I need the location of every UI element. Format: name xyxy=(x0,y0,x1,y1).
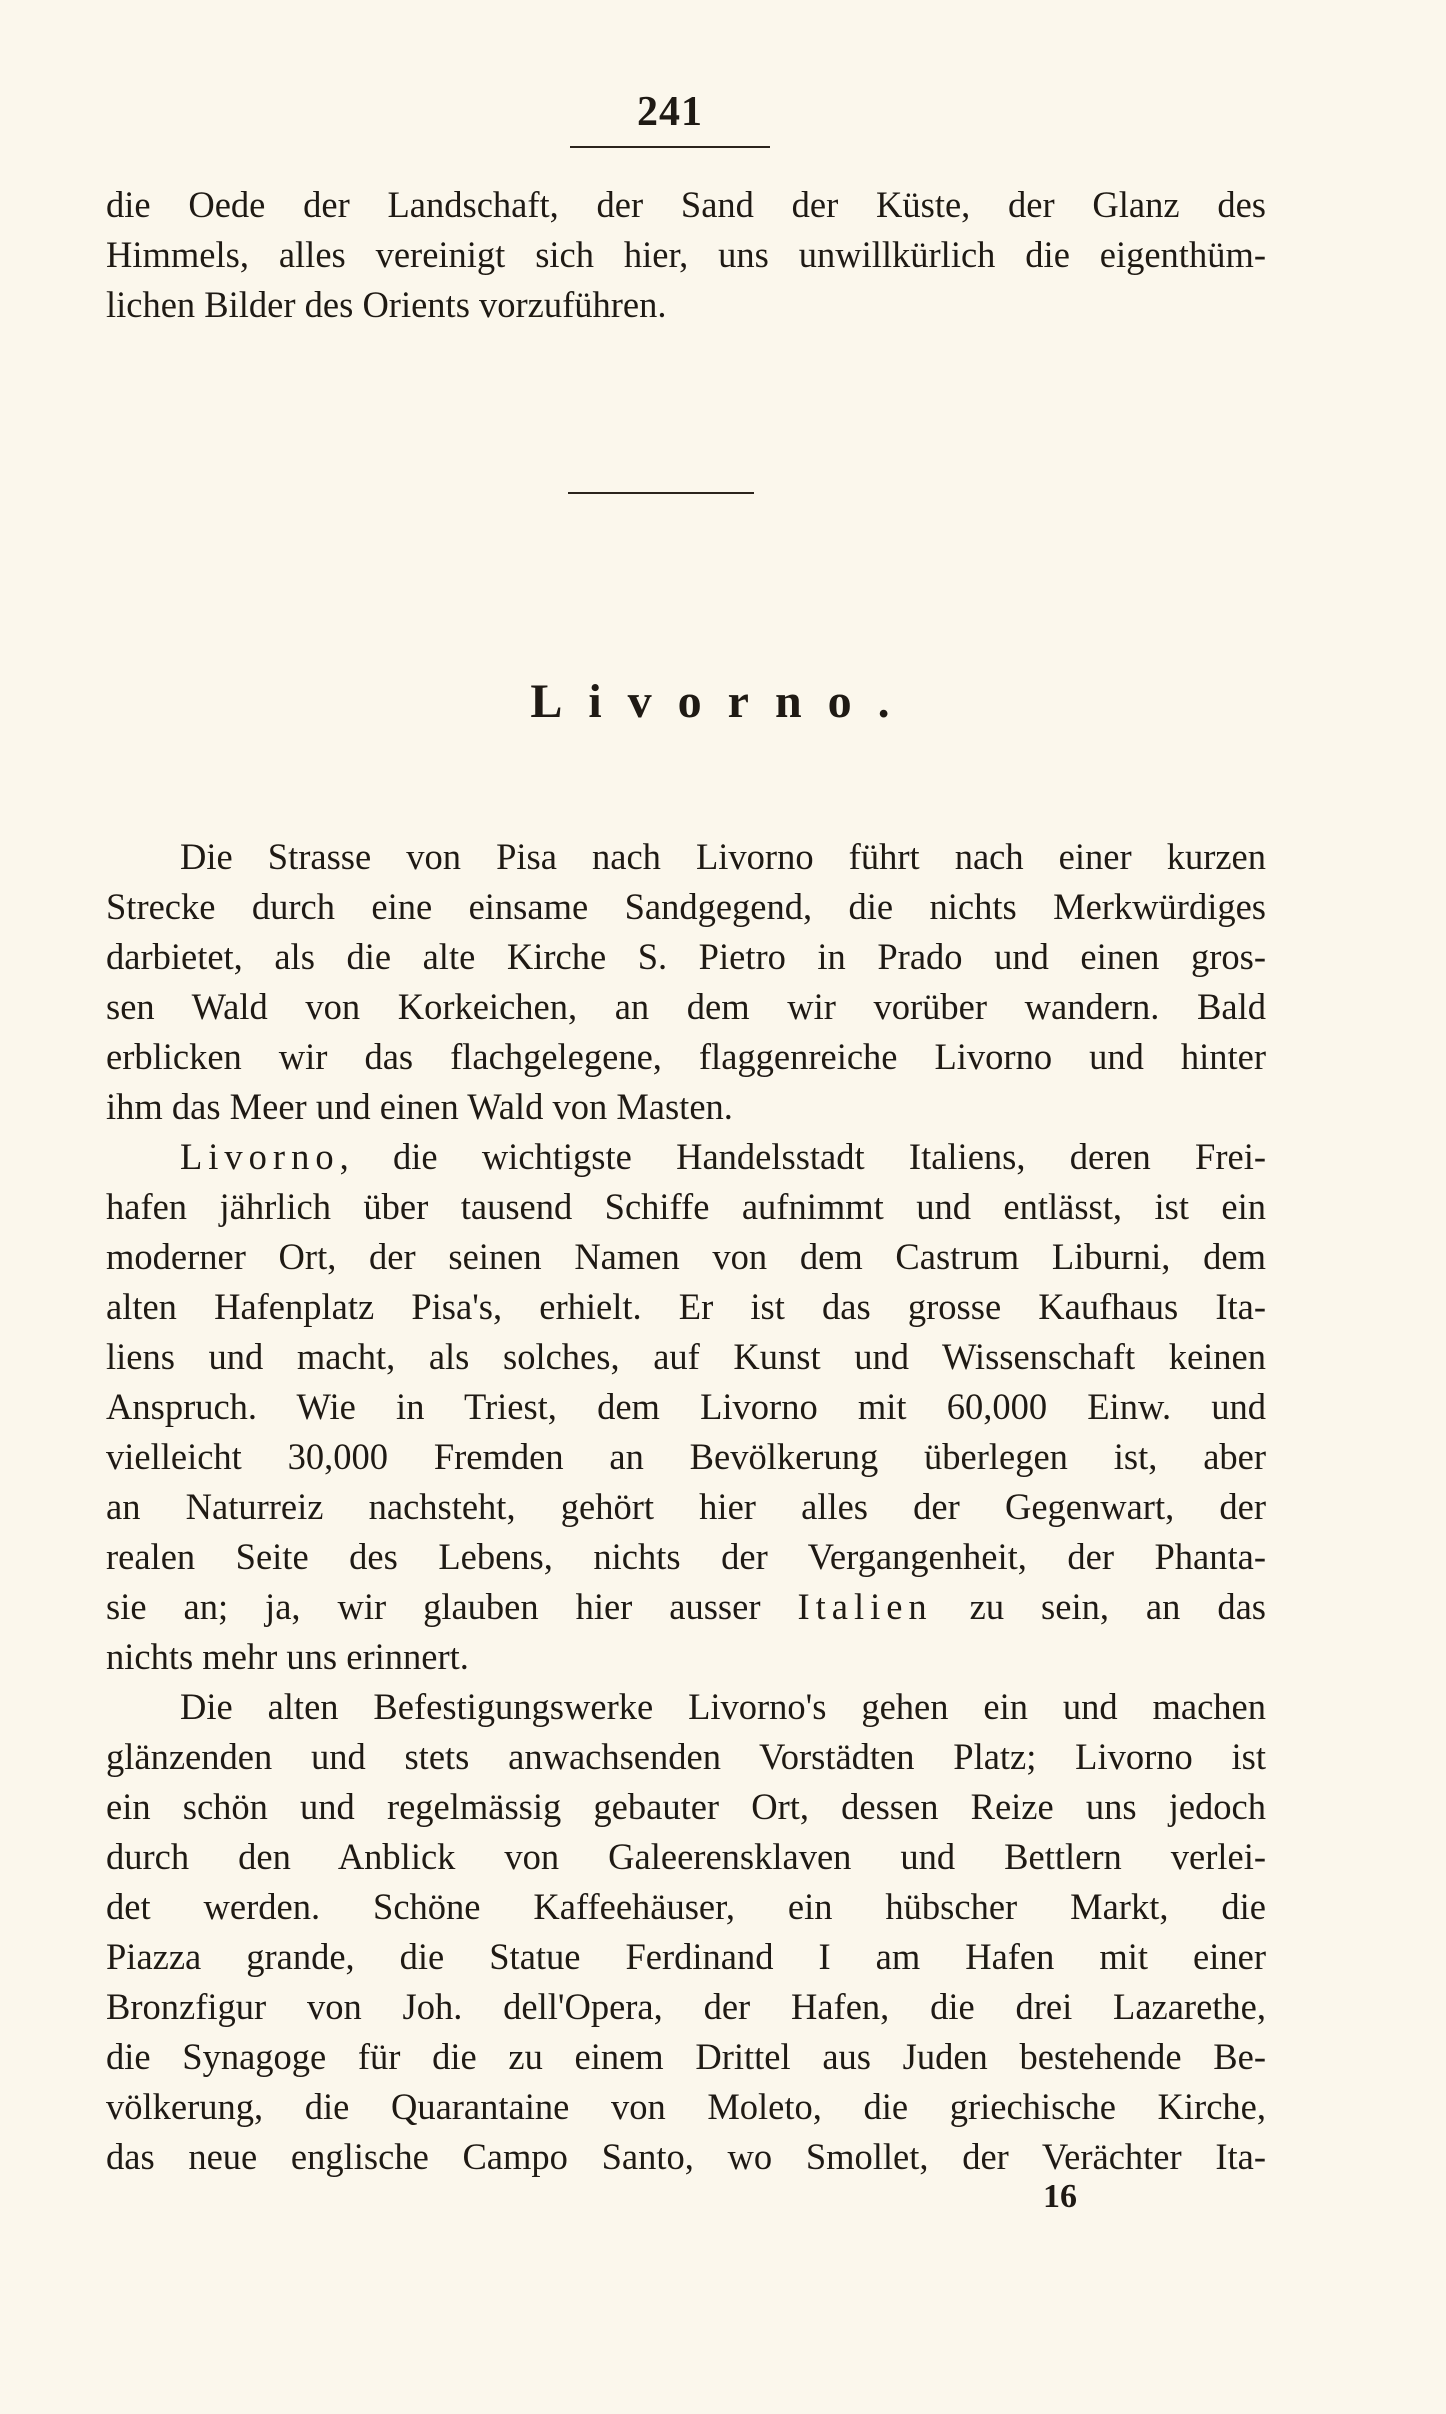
text-line: darbietet, als die alte Kirche S. Pietro in Prado und einen gros- xyxy=(106,936,1266,977)
text-line: durch den Anblick von Galeerensklaven und Bettlern verlei- xyxy=(106,1836,1266,1877)
text-line: Strecke durch eine einsame Sandgegend, die nichts Merkwürdiges xyxy=(106,886,1266,927)
signature-mark: 16 xyxy=(1043,2178,1077,2215)
text-line: hafen jährlich über tausend Schiffe aufnimmt und entlässt, ist ein xyxy=(106,1186,1266,1227)
intro-paragraph xyxy=(106,180,1266,330)
text-line: vielleicht 30,000 Fremden an Bevölkerung überlegen ist, aber xyxy=(106,1436,1266,1477)
text-line: moderner Ort, der seinen Namen von dem Castrum Liburni, dem xyxy=(106,1236,1266,1277)
text-line: glänzenden und stets anwachsenden Vorstädten Platz; Livorno ist xyxy=(106,1736,1266,1777)
text-line: ihm das Meer und einen Wald von Masten. xyxy=(106,1086,733,1127)
text-line: erblicken wir das flachgelegene, flaggenreiche Livorno und hinter xyxy=(106,1036,1266,1077)
text-line: Himmels, alles vereinigt sich hier, uns unwillkürlich die eigenthüm- xyxy=(106,234,1266,275)
emphasized-word: Livorno xyxy=(180,1136,340,1177)
page-number: 241 xyxy=(637,89,703,135)
text-line: alten Hafenplatz Pisa's, erhielt. Er ist das grosse Kaufhaus Ita- xyxy=(106,1286,1266,1327)
text-span: , die wichtigste Handelsstadt Italiens, deren Frei- xyxy=(339,1136,1266,1177)
text-line: lichen Bilder des Orients vorzuführen. xyxy=(106,284,667,325)
text-line: völkerung, die Quarantaine von Moleto, die griechische Kirche, xyxy=(106,2086,1266,2127)
text-line: die Synagoge für die zu einem Drittel aus Juden bestehende Be- xyxy=(106,2036,1266,2077)
paragraph-3 xyxy=(106,1682,1266,2182)
paragraph-1 xyxy=(106,832,1266,1132)
text-line xyxy=(106,1132,1266,1182)
text-line xyxy=(106,1582,1266,1632)
header-rule xyxy=(570,146,770,148)
text-line: Piazza grande, die Statue Ferdinand I am Hafen mit einer xyxy=(106,1936,1266,1977)
text-line: ein schön und regelmässig gebauter Ort, dessen Reize uns jedoch xyxy=(106,1786,1266,1827)
paragraph-2 xyxy=(106,1132,1266,1682)
text-line: Anspruch. Wie in Triest, dem Livorno mit 60,000 Einw. und xyxy=(106,1386,1266,1427)
text-line: Die alten Befestigungswerke Livorno's gehen ein und machen xyxy=(180,1686,1266,1727)
text-line: sen Wald von Korkeichen, an dem wir vorüber wandern. Bald xyxy=(106,986,1266,1027)
section-divider xyxy=(568,492,754,494)
text-line: realen Seite des Lebens, nichts der Vergangenheit, der Phanta- xyxy=(106,1536,1266,1577)
text-line: Die Strasse von Pisa nach Livorno führt nach einer kurzen xyxy=(180,836,1266,877)
text-line: Bronzfigur von Joh. dell'Opera, der Hafen, die drei Lazarethe, xyxy=(106,1986,1266,2027)
text-span: zu sein, an das xyxy=(932,1586,1266,1627)
text-line: nichts mehr uns erinnert. xyxy=(106,1636,469,1677)
text-line: an Naturreiz nachsteht, gehört hier alles der Gegenwart, der xyxy=(106,1486,1266,1527)
text-line: liens und macht, als solches, auf Kunst und Wissenschaft keinen xyxy=(106,1336,1266,1377)
section-heading: Livorno. xyxy=(530,675,916,728)
text-line: det werden. Schöne Kaffeehäuser, ein hübscher Markt, die xyxy=(106,1886,1266,1927)
text-line: das neue englische Campo Santo, wo Smollet, der Verächter Ita- xyxy=(106,2136,1266,2177)
emphasized-word: Italien xyxy=(797,1586,933,1627)
text-line: die Oede der Landschaft, der Sand der Küste, der Glanz des xyxy=(106,184,1266,225)
text-span: sie an; ja, wir glauben hier ausser xyxy=(106,1586,798,1627)
